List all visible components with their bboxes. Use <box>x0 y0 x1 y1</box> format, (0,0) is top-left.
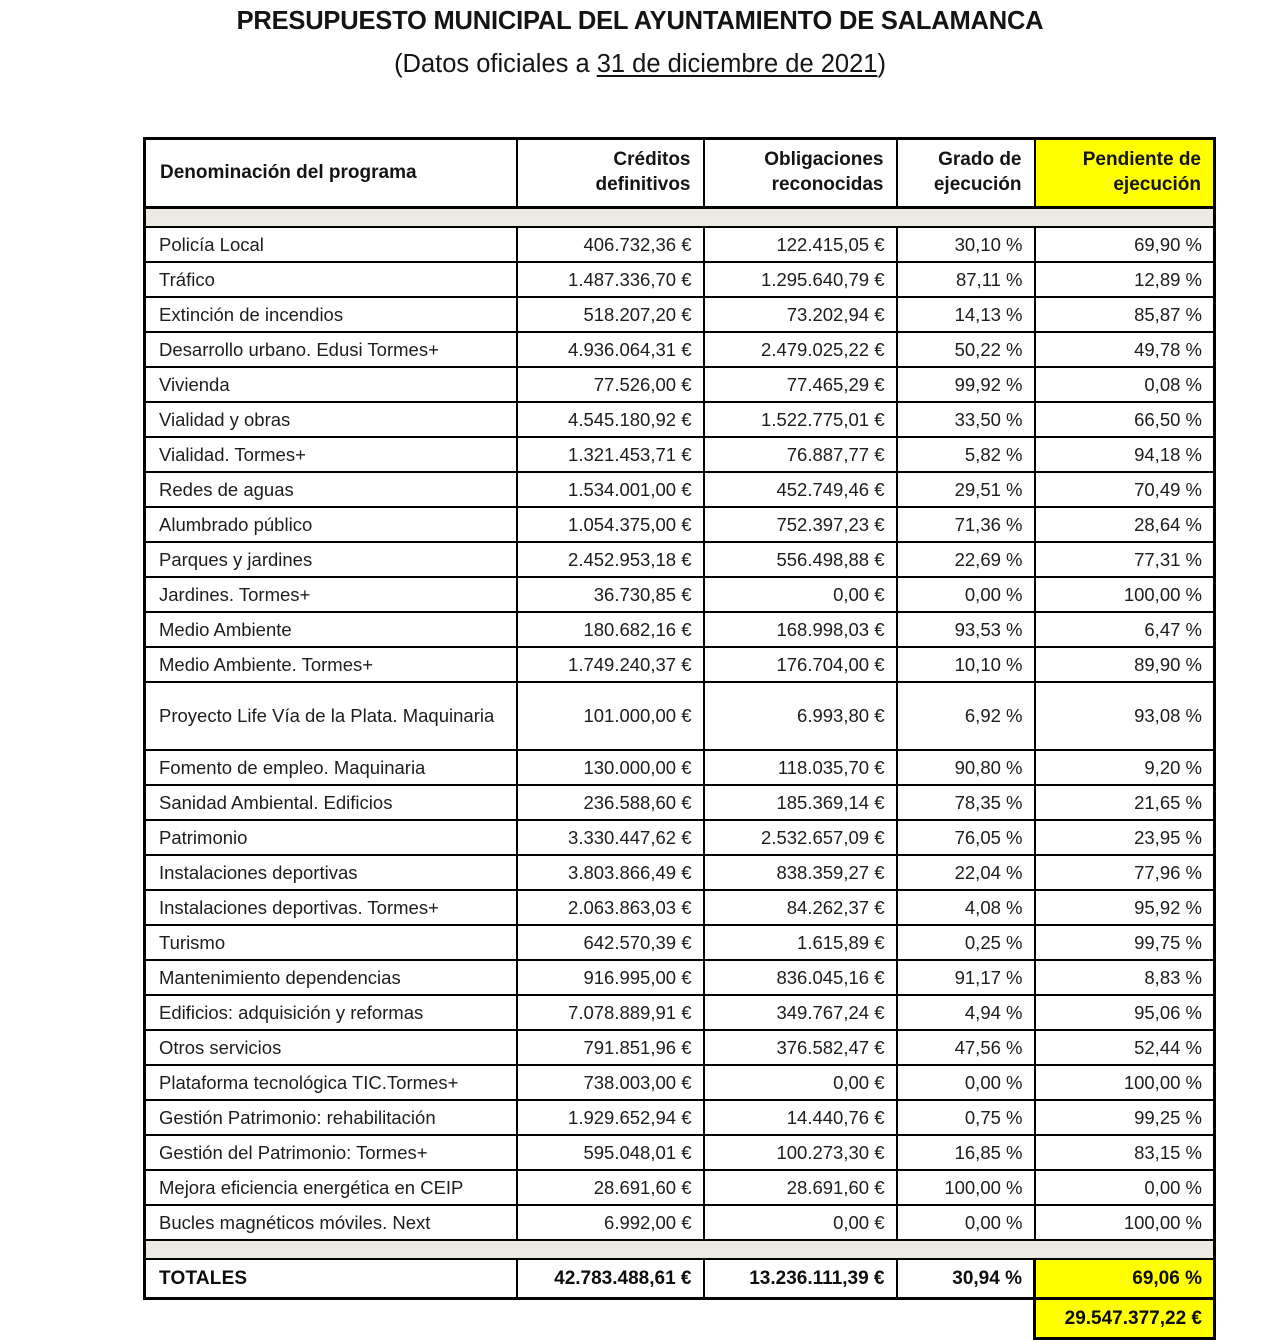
cell-obligaciones-reconocidas: 176.704,00 € <box>704 647 897 682</box>
cell-programa: Parques y jardines <box>145 542 517 577</box>
cell-programa: Bucles magnéticos móviles. Next <box>145 1205 517 1240</box>
grand-total-empty-cell <box>704 1299 897 1339</box>
table-row <box>145 402 1215 437</box>
subtitle-suffix: ) <box>877 49 886 78</box>
cell-creditos-definitivos: 1.929.652,94 € <box>517 1100 704 1135</box>
cell-pendiente-ejecucion: 70,49 % <box>1035 472 1215 507</box>
cell-grado-ejecucion: 16,85 % <box>897 1135 1035 1170</box>
grand-total-empty-cell <box>517 1299 704 1339</box>
cell-obligaciones-reconocidas: 185.369,14 € <box>704 785 897 820</box>
cell-programa: Edificios: adquisición y reformas <box>145 995 517 1030</box>
cell-pendiente-ejecucion: 66,50 % <box>1035 402 1215 437</box>
cell-programa: Patrimonio <box>145 820 517 855</box>
cell-programa: Vialidad y obras <box>145 402 517 437</box>
title-block <box>0 0 1280 81</box>
cell-programa: Turismo <box>145 925 517 960</box>
cell-grado-ejecucion: 87,11 % <box>897 262 1035 297</box>
cell-obligaciones-reconocidas: 118.035,70 € <box>704 750 897 785</box>
cell-creditos-definitivos: 916.995,00 € <box>517 960 704 995</box>
totals-label: TOTALES <box>145 1259 517 1299</box>
totals-pendiente-ejecucion: 69,06 % <box>1035 1259 1215 1299</box>
cell-creditos-definitivos: 77.526,00 € <box>517 367 704 402</box>
cell-obligaciones-reconocidas: 1.522.775,01 € <box>704 402 897 437</box>
cell-creditos-definitivos: 36.730,85 € <box>517 577 704 612</box>
cell-pendiente-ejecucion: 0,08 % <box>1035 367 1215 402</box>
cell-obligaciones-reconocidas: 28.691,60 € <box>704 1170 897 1205</box>
table-row <box>145 1100 1215 1135</box>
cell-obligaciones-reconocidas: 14.440,76 € <box>704 1100 897 1135</box>
grand-total-row <box>145 1299 1215 1339</box>
cell-pendiente-ejecucion: 95,06 % <box>1035 995 1215 1030</box>
cell-creditos-definitivos: 3.803.866,49 € <box>517 855 704 890</box>
cell-obligaciones-reconocidas: 452.749,46 € <box>704 472 897 507</box>
column-header-obligaciones-line1: Obligaciones <box>764 149 884 171</box>
cell-obligaciones-reconocidas: 556.498,88 € <box>704 542 897 577</box>
cell-creditos-definitivos: 236.588,60 € <box>517 785 704 820</box>
column-header-programa-line1: Denominación del programa <box>160 161 417 183</box>
column-header-creditos-line1: Créditos <box>613 149 691 171</box>
cell-pendiente-ejecucion: 0,00 % <box>1035 1170 1215 1205</box>
table-row <box>145 542 1215 577</box>
cell-programa: Instalaciones deportivas <box>145 855 517 890</box>
budget-table-container <box>143 137 1213 1340</box>
table-row <box>145 472 1215 507</box>
cell-obligaciones-reconocidas: 122.415,05 € <box>704 227 897 262</box>
cell-programa: Medio Ambiente. Tormes+ <box>145 647 517 682</box>
cell-programa: Fomento de empleo. Maquinaria <box>145 750 517 785</box>
cell-creditos-definitivos: 7.078.889,91 € <box>517 995 704 1030</box>
cell-creditos-definitivos: 1.321.453,71 € <box>517 437 704 472</box>
column-header-grado-ejecucion <box>897 139 1035 208</box>
cell-creditos-definitivos: 6.992,00 € <box>517 1205 704 1240</box>
cell-grado-ejecucion: 4,94 % <box>897 995 1035 1030</box>
cell-pendiente-ejecucion: 8,83 % <box>1035 960 1215 995</box>
totals-obligaciones-reconocidas: 13.236.111,39 € <box>704 1259 897 1299</box>
table-row <box>145 1170 1215 1205</box>
cell-programa: Policía Local <box>145 227 517 262</box>
cell-programa: Gestión Patrimonio: rehabilitación <box>145 1100 517 1135</box>
cell-creditos-definitivos: 4.936.064,31 € <box>517 332 704 367</box>
cell-pendiente-ejecucion: 6,47 % <box>1035 612 1215 647</box>
cell-programa: Instalaciones deportivas. Tormes+ <box>145 890 517 925</box>
table-row <box>145 437 1215 472</box>
cell-pendiente-ejecucion: 100,00 % <box>1035 1065 1215 1100</box>
cell-creditos-definitivos: 1.054.375,00 € <box>517 507 704 542</box>
cell-grado-ejecucion: 93,53 % <box>897 612 1035 647</box>
cell-grado-ejecucion: 90,80 % <box>897 750 1035 785</box>
cell-obligaciones-reconocidas: 376.582,47 € <box>704 1030 897 1065</box>
cell-grado-ejecucion: 47,56 % <box>897 1030 1035 1065</box>
table-row <box>145 855 1215 890</box>
cell-pendiente-ejecucion: 93,08 % <box>1035 682 1215 750</box>
cell-grado-ejecucion: 76,05 % <box>897 820 1035 855</box>
cell-creditos-definitivos: 406.732,36 € <box>517 227 704 262</box>
table-row <box>145 297 1215 332</box>
page-subtitle <box>0 49 1280 81</box>
cell-grado-ejecucion: 50,22 % <box>897 332 1035 367</box>
cell-creditos-definitivos: 791.851,96 € <box>517 1030 704 1065</box>
cell-programa: Jardines. Tormes+ <box>145 577 517 612</box>
cell-pendiente-ejecucion: 94,18 % <box>1035 437 1215 472</box>
table-row <box>145 890 1215 925</box>
cell-grado-ejecucion: 0,00 % <box>897 1205 1035 1240</box>
cell-grado-ejecucion: 100,00 % <box>897 1170 1035 1205</box>
table-header-row <box>145 139 1215 208</box>
table-row <box>145 995 1215 1030</box>
cell-programa: Vialidad. Tormes+ <box>145 437 517 472</box>
cell-creditos-definitivos: 2.452.953,18 € <box>517 542 704 577</box>
cell-obligaciones-reconocidas: 6.993,80 € <box>704 682 897 750</box>
table-row <box>145 1030 1215 1065</box>
cell-grado-ejecucion: 22,69 % <box>897 542 1035 577</box>
cell-obligaciones-reconocidas: 2.532.657,09 € <box>704 820 897 855</box>
cell-creditos-definitivos: 642.570,39 € <box>517 925 704 960</box>
cell-creditos-definitivos: 3.330.447,62 € <box>517 820 704 855</box>
cell-obligaciones-reconocidas: 0,00 € <box>704 577 897 612</box>
cell-obligaciones-reconocidas: 2.479.025,22 € <box>704 332 897 367</box>
cell-pendiente-ejecucion: 100,00 % <box>1035 1205 1215 1240</box>
column-header-creditos-line2: definitivos <box>595 174 691 195</box>
cell-pendiente-ejecucion: 77,31 % <box>1035 542 1215 577</box>
cell-obligaciones-reconocidas: 0,00 € <box>704 1205 897 1240</box>
cell-creditos-definitivos: 595.048,01 € <box>517 1135 704 1170</box>
cell-pendiente-ejecucion: 69,90 % <box>1035 227 1215 262</box>
cell-pendiente-ejecucion: 12,89 % <box>1035 262 1215 297</box>
cell-programa: Mantenimiento dependencias <box>145 960 517 995</box>
column-header-pendiente-line2: ejecución <box>1113 174 1201 195</box>
cell-pendiente-ejecucion: 89,90 % <box>1035 647 1215 682</box>
table-row <box>145 750 1215 785</box>
cell-grado-ejecucion: 6,92 % <box>897 682 1035 750</box>
cell-obligaciones-reconocidas: 76.887,77 € <box>704 437 897 472</box>
page-title: PRESUPUESTO MUNICIPAL DEL AYUNTAMIENTO DE SALAMANCA <box>236 7 1044 35</box>
table-body <box>145 208 1215 1339</box>
cell-grado-ejecucion: 22,04 % <box>897 855 1035 890</box>
cell-grado-ejecucion: 10,10 % <box>897 647 1035 682</box>
column-header-programa <box>145 139 517 208</box>
table-row <box>145 1135 1215 1170</box>
grand-total-empty-cell <box>145 1299 517 1339</box>
cell-obligaciones-reconocidas: 1.295.640,79 € <box>704 262 897 297</box>
cell-pendiente-ejecucion: 85,87 % <box>1035 297 1215 332</box>
table-row <box>145 332 1215 367</box>
cell-grado-ejecucion: 5,82 % <box>897 437 1035 472</box>
cell-obligaciones-reconocidas: 100.273,30 € <box>704 1135 897 1170</box>
cell-grado-ejecucion: 33,50 % <box>897 402 1035 437</box>
table-spacer-cell <box>145 1240 1215 1259</box>
table-row <box>145 785 1215 820</box>
cell-obligaciones-reconocidas: 0,00 € <box>704 1065 897 1100</box>
cell-creditos-definitivos: 130.000,00 € <box>517 750 704 785</box>
cell-grado-ejecucion: 0,00 % <box>897 577 1035 612</box>
cell-programa: Extinción de incendios <box>145 297 517 332</box>
cell-programa: Vivienda <box>145 367 517 402</box>
table-row <box>145 1205 1215 1240</box>
cell-programa: Tráfico <box>145 262 517 297</box>
cell-programa: Redes de aguas <box>145 472 517 507</box>
cell-programa: Proyecto Life Vía de la Plata. Maquinaria <box>145 682 517 750</box>
table-row <box>145 647 1215 682</box>
cell-creditos-definitivos: 28.691,60 € <box>517 1170 704 1205</box>
cell-creditos-definitivos: 738.003,00 € <box>517 1065 704 1100</box>
table-row <box>145 367 1215 402</box>
cell-programa: Desarrollo urbano. Edusi Tormes+ <box>145 332 517 367</box>
cell-obligaciones-reconocidas: 168.998,03 € <box>704 612 897 647</box>
column-header-pendiente-ejecucion <box>1035 139 1215 208</box>
column-header-pendiente-line1: Pendiente de <box>1082 149 1201 171</box>
cell-grado-ejecucion: 0,75 % <box>897 1100 1035 1135</box>
table-head <box>145 139 1215 208</box>
table-row <box>145 682 1215 750</box>
cell-grado-ejecucion: 0,25 % <box>897 925 1035 960</box>
cell-creditos-definitivos: 1.749.240,37 € <box>517 647 704 682</box>
totals-grado-ejecucion: 30,94 % <box>897 1259 1035 1299</box>
cell-obligaciones-reconocidas: 84.262,37 € <box>704 890 897 925</box>
cell-grado-ejecucion: 78,35 % <box>897 785 1035 820</box>
cell-grado-ejecucion: 71,36 % <box>897 507 1035 542</box>
subtitle-date: 31 de diciembre de 2021 <box>596 49 878 78</box>
cell-grado-ejecucion: 0,00 % <box>897 1065 1035 1100</box>
table-row <box>145 925 1215 960</box>
cell-obligaciones-reconocidas: 349.767,24 € <box>704 995 897 1030</box>
cell-pendiente-ejecucion: 77,96 % <box>1035 855 1215 890</box>
subtitle-prefix: (Datos oficiales a <box>394 49 597 78</box>
cell-creditos-definitivos: 4.545.180,92 € <box>517 402 704 437</box>
cell-grado-ejecucion: 99,92 % <box>897 367 1035 402</box>
table-spacer-row <box>145 1240 1215 1259</box>
table-row <box>145 227 1215 262</box>
table-row <box>145 262 1215 297</box>
cell-creditos-definitivos: 518.207,20 € <box>517 297 704 332</box>
cell-programa: Sanidad Ambiental. Edificios <box>145 785 517 820</box>
column-header-creditos <box>517 139 704 208</box>
table-row <box>145 507 1215 542</box>
column-header-obligaciones-line2: reconocidas <box>771 174 884 195</box>
column-header-grado-line2: ejecución <box>933 174 1022 195</box>
column-header-grado-line1: Grado de <box>938 149 1022 171</box>
table-spacer-cell <box>145 208 1215 228</box>
table-row <box>145 960 1215 995</box>
cell-creditos-definitivos: 101.000,00 € <box>517 682 704 750</box>
cell-pendiente-ejecucion: 49,78 % <box>1035 332 1215 367</box>
cell-pendiente-ejecucion: 9,20 % <box>1035 750 1215 785</box>
cell-creditos-definitivos: 1.487.336,70 € <box>517 262 704 297</box>
cell-programa: Otros servicios <box>145 1030 517 1065</box>
cell-obligaciones-reconocidas: 752.397,23 € <box>704 507 897 542</box>
table-row <box>145 612 1215 647</box>
cell-obligaciones-reconocidas: 73.202,94 € <box>704 297 897 332</box>
table-row <box>145 577 1215 612</box>
cell-programa: Medio Ambiente <box>145 612 517 647</box>
grand-total-empty-cell <box>897 1299 1035 1339</box>
table-spacer-row <box>145 208 1215 228</box>
cell-pendiente-ejecucion: 99,75 % <box>1035 925 1215 960</box>
cell-grado-ejecucion: 29,51 % <box>897 472 1035 507</box>
cell-creditos-definitivos: 2.063.863,03 € <box>517 890 704 925</box>
cell-pendiente-ejecucion: 95,92 % <box>1035 890 1215 925</box>
cell-programa: Plataforma tecnológica TIC.Tormes+ <box>145 1065 517 1100</box>
cell-grado-ejecucion: 4,08 % <box>897 890 1035 925</box>
cell-pendiente-ejecucion: 52,44 % <box>1035 1030 1215 1065</box>
table-row <box>145 1065 1215 1100</box>
totals-creditos-definitivos: 42.783.488,61 € <box>517 1259 704 1299</box>
column-header-obligaciones <box>704 139 897 208</box>
cell-obligaciones-reconocidas: 838.359,27 € <box>704 855 897 890</box>
cell-pendiente-ejecucion: 99,25 % <box>1035 1100 1215 1135</box>
cell-programa: Mejora eficiencia energética en CEIP <box>145 1170 517 1205</box>
cell-creditos-definitivos: 180.682,16 € <box>517 612 704 647</box>
cell-pendiente-ejecucion: 23,95 % <box>1035 820 1215 855</box>
cell-pendiente-ejecucion: 83,15 % <box>1035 1135 1215 1170</box>
table-totals-row <box>145 1259 1215 1299</box>
cell-grado-ejecucion: 14,13 % <box>897 297 1035 332</box>
cell-grado-ejecucion: 91,17 % <box>897 960 1035 995</box>
cell-obligaciones-reconocidas: 1.615,89 € <box>704 925 897 960</box>
cell-pendiente-ejecucion: 100,00 % <box>1035 577 1215 612</box>
cell-programa: Gestión del Patrimonio: Tormes+ <box>145 1135 517 1170</box>
cell-grado-ejecucion: 30,10 % <box>897 227 1035 262</box>
cell-pendiente-ejecucion: 28,64 % <box>1035 507 1215 542</box>
cell-creditos-definitivos: 1.534.001,00 € <box>517 472 704 507</box>
budget-table <box>143 137 1216 1340</box>
cell-programa: Alumbrado público <box>145 507 517 542</box>
grand-total-pendiente-amount: 29.547.377,22 € <box>1035 1299 1215 1339</box>
cell-obligaciones-reconocidas: 836.045,16 € <box>704 960 897 995</box>
cell-pendiente-ejecucion: 21,65 % <box>1035 785 1215 820</box>
cell-obligaciones-reconocidas: 77.465,29 € <box>704 367 897 402</box>
table-row <box>145 820 1215 855</box>
